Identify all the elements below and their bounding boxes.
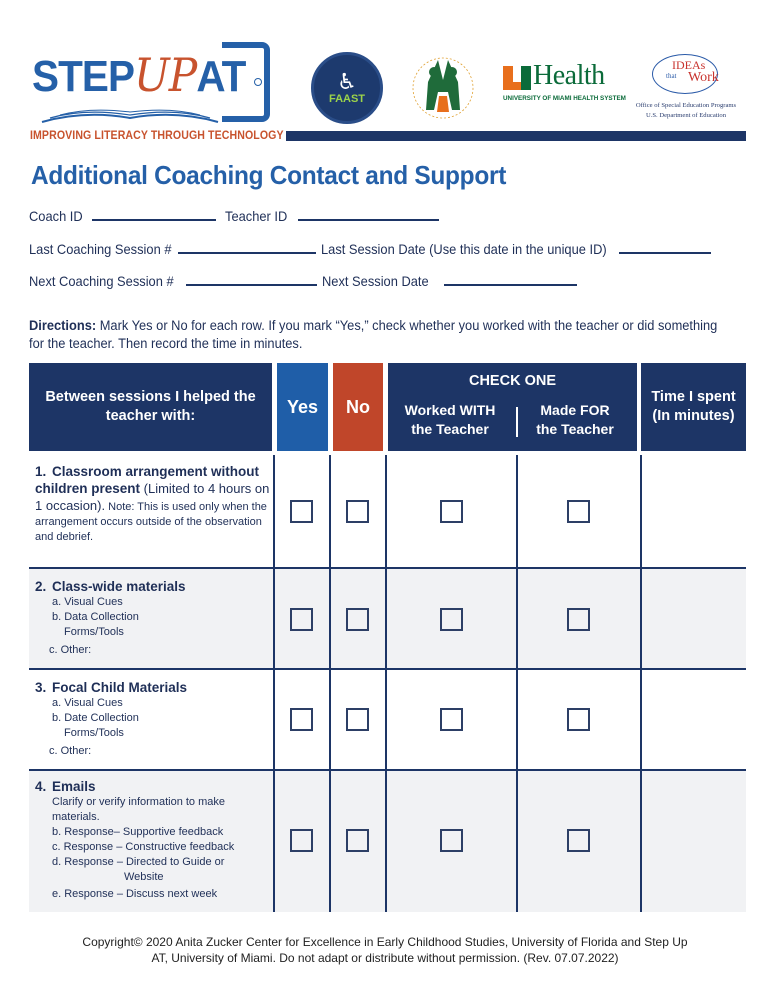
next-session-date-field[interactable] [444, 284, 577, 286]
row-2-no-checkbox[interactable] [346, 608, 369, 631]
row-1-worked-with-checkbox[interactable] [440, 500, 463, 523]
directions-text: Directions: Mark Yes or No for each row. If you mark “Yes,” check whether you worked with the teacher or did something for the teacher. Then record the time in minutes. [29, 318, 718, 351]
logo-wordmark: STEPUPAT [32, 48, 246, 102]
row-3-worked-with-checkbox[interactable] [440, 708, 463, 731]
column-divider [273, 455, 275, 912]
coach-id-label: Coach ID [29, 208, 83, 224]
row-4-worked-with-checkbox[interactable] [440, 829, 463, 852]
row-4-yes-checkbox[interactable] [290, 829, 313, 852]
last-session-num-field[interactable] [178, 252, 316, 254]
next-session-num-label: Next Coaching Session # [29, 273, 174, 289]
table-row-3 [29, 670, 746, 770]
id-fields-row [29, 208, 439, 224]
row-1-no-checkbox[interactable] [346, 500, 369, 523]
header-no: No [333, 363, 383, 451]
row-3-made-for-checkbox[interactable] [567, 708, 590, 731]
row-1-time-input[interactable] [643, 457, 746, 566]
header-worked-with: Worked WITH the Teacher [404, 402, 496, 437]
people-icon: ♿ [337, 69, 357, 94]
table-row-1 [29, 455, 746, 568]
header-activity: Between sessions I helped the teacher with: [29, 363, 272, 451]
coach-id-field[interactable] [92, 219, 216, 221]
column-divider [385, 455, 387, 912]
row-4-text: 4. Emails Clarify or verify information to make materials. b. Response– Supportive feedback c. Response – Constructive feedback d. Response – Directed to Guide or Website e. Response – Discuss next week [35, 779, 235, 900]
last-session-date-field[interactable] [619, 252, 711, 254]
header-yes: Yes [277, 363, 328, 451]
page-title: Additional Coaching Contact and Support [31, 160, 507, 190]
copyright-footer: Copyright© 2020 Anita Zucker Center for Excellence in Early Childhood Studies, University of Florida and Step Up AT, University of Miami. Do not adapt or distribute without permission. (Rev. 07.07.2022) [82, 935, 688, 965]
row-3-time-input[interactable] [643, 671, 746, 768]
row-1-made-for-checkbox[interactable] [567, 500, 590, 523]
tablet-icon [222, 42, 270, 122]
row-1-text: 1. Classroom arrangement without children present (Limited to 4 hours on 1 occasion). Note: This is used only when the arrangement occurs outside of the observation and debrief. [35, 464, 270, 543]
row-4-no-checkbox[interactable] [346, 829, 369, 852]
open-book-icon [40, 108, 220, 124]
children-icon [408, 52, 478, 124]
row-2-made-for-checkbox[interactable] [567, 608, 590, 631]
header-made-for: Made FOR the Teacher [536, 402, 614, 437]
header-divider [286, 131, 746, 141]
logo-tagline: IMPROVING LITERACY THROUGH TECHNOLOGY [30, 130, 284, 142]
next-session-num-field[interactable] [186, 284, 317, 286]
column-divider [516, 455, 518, 912]
row-2-yes-checkbox[interactable] [290, 608, 313, 631]
column-divider [329, 455, 331, 912]
last-session-row [29, 241, 711, 257]
last-session-num-label: Last Coaching Session # [29, 241, 172, 257]
uhealth-logo: Health UNIVERSITY OF MIAMI HEALTH SYSTEM [503, 60, 626, 102]
row-3-text: 3. Focal Child Materials a. Visual Cues b. Date Collection Forms/Tools c. Other: [35, 680, 188, 757]
column-divider [640, 455, 642, 912]
teacher-id-field[interactable] [298, 219, 439, 221]
header-check-one [388, 363, 637, 451]
teacher-id-label: Teacher ID [225, 208, 288, 224]
row-4-made-for-checkbox[interactable] [567, 829, 590, 852]
ideas-that-work-logo: IDEAs that Work Office of Special Education Programs U.S. Department of Education [628, 54, 744, 124]
step-up-at-logo [30, 42, 284, 150]
next-session-date-label: Next Session Date [322, 273, 429, 289]
next-session-row [29, 273, 577, 289]
row-2-time-input[interactable] [643, 570, 746, 667]
row-3-yes-checkbox[interactable] [290, 708, 313, 731]
faast-logo: ♿ FAAST [311, 52, 383, 124]
header-time: Time I spent (In minutes) [641, 363, 746, 451]
row-2-text: 2. Class-wide materials a. Visual Cues b. Data Collection Forms/Tools c. Other: [35, 579, 186, 656]
table-row-4 [29, 771, 746, 912]
row-3-no-checkbox[interactable] [346, 708, 369, 731]
table-row-2 [29, 569, 746, 669]
row-1-yes-checkbox[interactable] [290, 500, 313, 523]
check-one-label: CHECK ONE [468, 373, 556, 389]
mailman-center-logo [408, 52, 478, 124]
row-2-worked-with-checkbox[interactable] [440, 608, 463, 631]
last-session-date-label: Last Session Date (Use this date in the unique ID) [320, 241, 607, 257]
row-4-time-input[interactable] [643, 772, 746, 911]
